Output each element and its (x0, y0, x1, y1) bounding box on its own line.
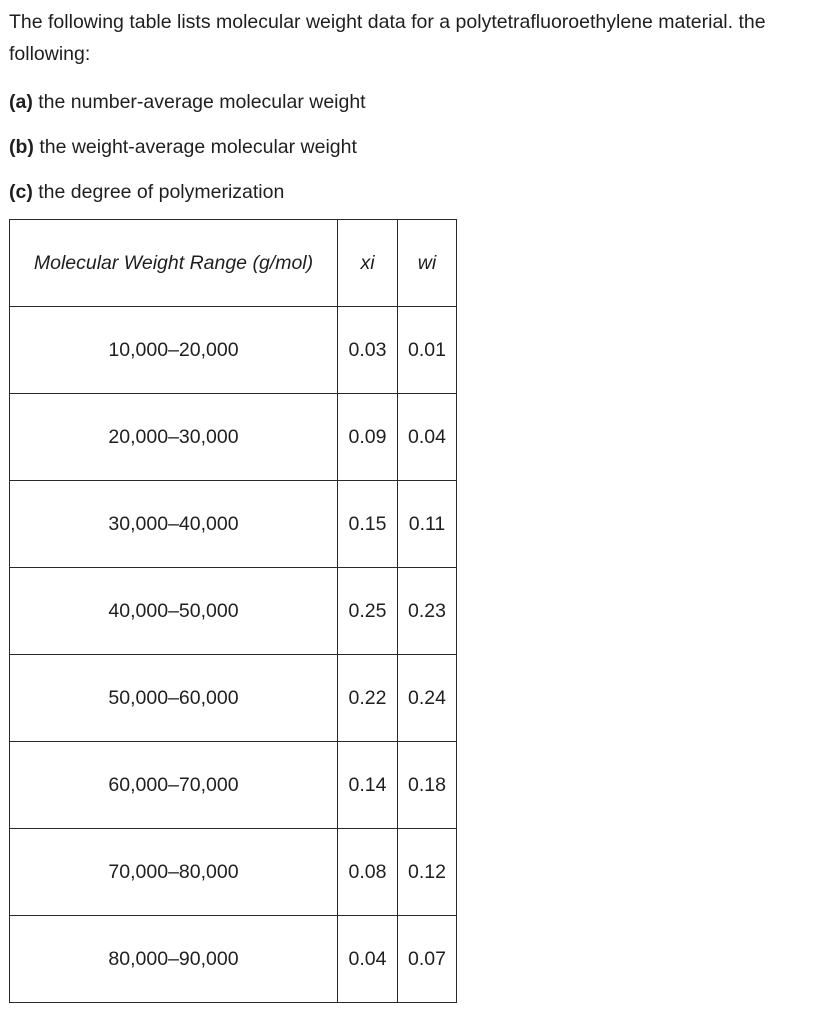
header-wi: wi (398, 220, 457, 307)
table-row (10, 829, 457, 916)
part-text: the number-average molecular weight (32, 91, 366, 113)
xi-cell: 0.22 (338, 655, 398, 742)
table-row (10, 655, 457, 742)
weight-range-cell: 20,000–30,000 (10, 394, 338, 481)
wi-cell: 0.11 (398, 481, 457, 568)
part-text: the degree of polymerization (32, 181, 285, 203)
molecular-weight-table (9, 219, 457, 1003)
xi-cell: 0.04 (338, 916, 398, 1003)
problem-intro: The following table lists molecular weight data for a polytetrafluoroethylene material. the following: (9, 11, 766, 65)
table-header-row (10, 220, 457, 307)
wi-cell: 0.23 (398, 568, 457, 655)
wi-cell: 0.01 (398, 307, 457, 394)
part-label: (c) (9, 181, 33, 203)
part-label: (a) (9, 91, 33, 113)
xi-cell: 0.08 (338, 829, 398, 916)
table-row (10, 916, 457, 1003)
part-text: the weight-average molecular weight (33, 136, 357, 158)
table-row (10, 307, 457, 394)
weight-range-cell: 40,000–50,000 (10, 568, 338, 655)
weight-range-cell: 60,000–70,000 (10, 742, 338, 829)
question-part-c (9, 180, 284, 204)
wi-cell: 0.24 (398, 655, 457, 742)
xi-cell: 0.25 (338, 568, 398, 655)
question-part-a (9, 90, 366, 114)
weight-range-cell: 50,000–60,000 (10, 655, 338, 742)
wi-cell: 0.07 (398, 916, 457, 1003)
xi-cell: 0.09 (338, 394, 398, 481)
weight-range-cell: 80,000–90,000 (10, 916, 338, 1003)
header-weight-range: Molecular Weight Range (g/mol) (10, 220, 338, 307)
wi-cell: 0.12 (398, 829, 457, 916)
wi-cell: 0.18 (398, 742, 457, 829)
table-row (10, 742, 457, 829)
xi-cell: 0.15 (338, 481, 398, 568)
table-row (10, 568, 457, 655)
question-part-b (9, 135, 357, 159)
xi-cell: 0.14 (338, 742, 398, 829)
part-label: (b) (9, 136, 34, 158)
weight-range-cell: 30,000–40,000 (10, 481, 338, 568)
table-row (10, 394, 457, 481)
weight-range-cell: 10,000–20,000 (10, 307, 338, 394)
wi-cell: 0.04 (398, 394, 457, 481)
header-xi: xi (338, 220, 398, 307)
weight-range-cell: 70,000–80,000 (10, 829, 338, 916)
table-row (10, 481, 457, 568)
xi-cell: 0.03 (338, 307, 398, 394)
